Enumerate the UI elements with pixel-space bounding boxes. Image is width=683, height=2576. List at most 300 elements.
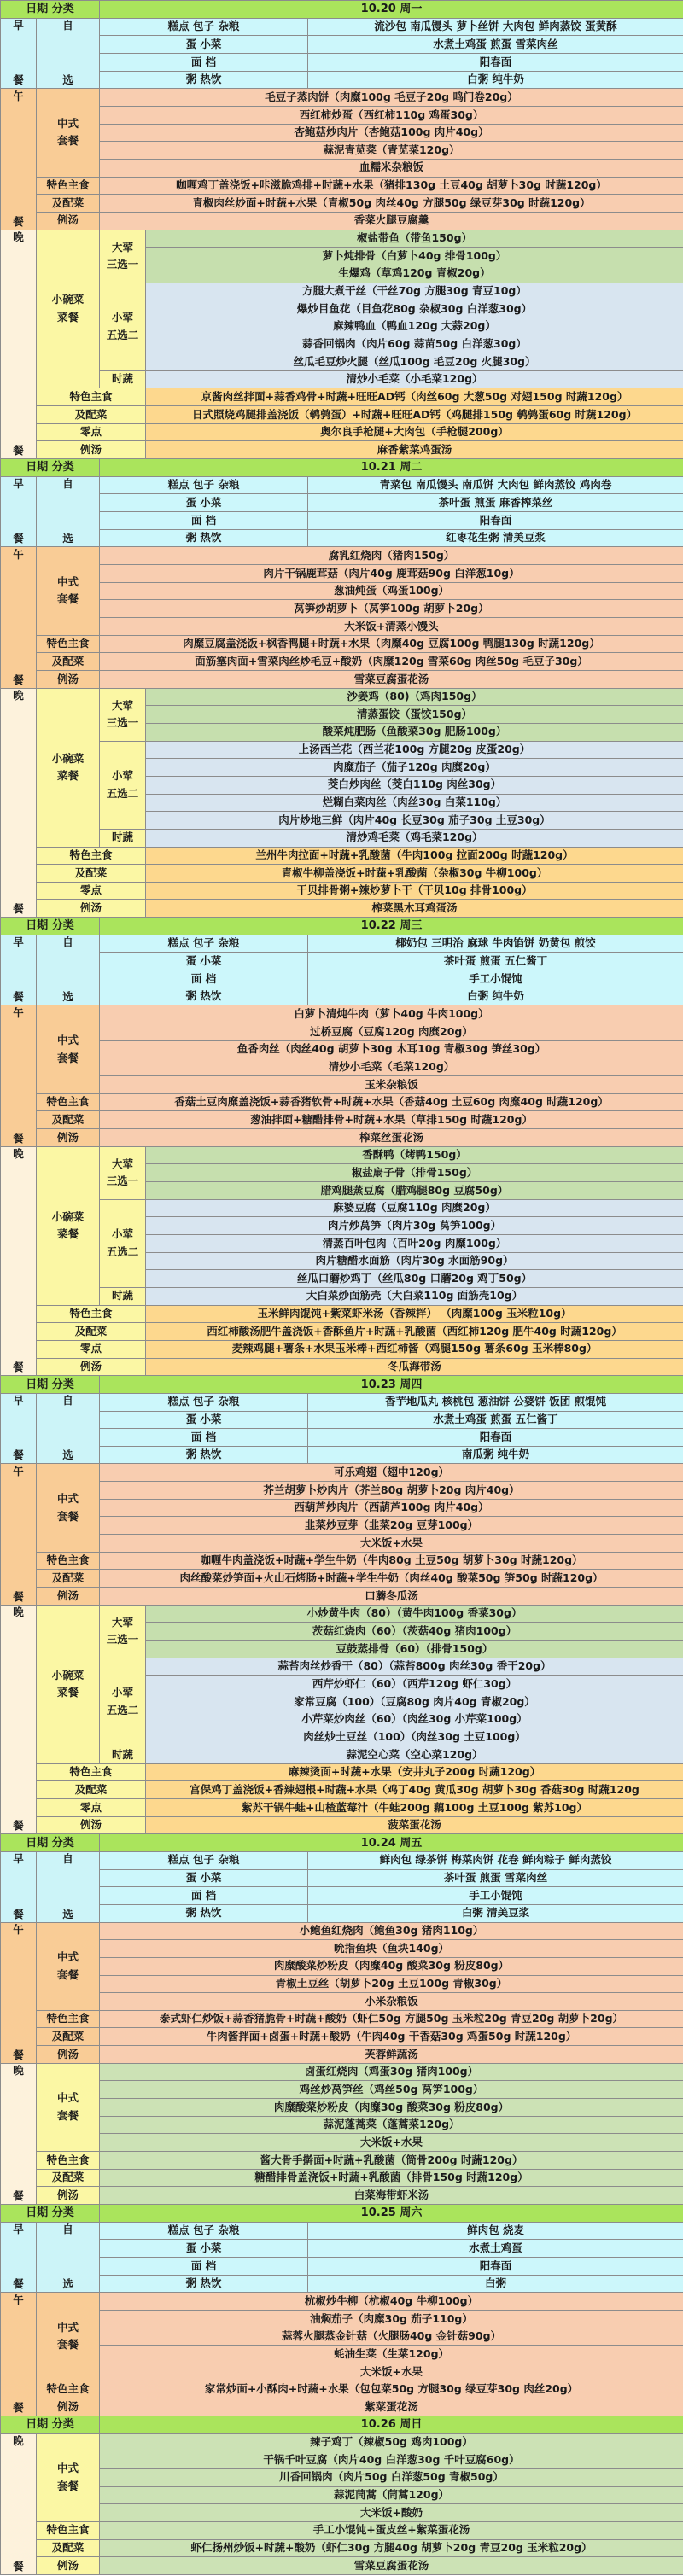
dinner-soup: 榨菜黑木耳鸡蛋汤 [146,900,683,918]
meal-label-breakfast-text [3,2224,34,2290]
small-meat-label-part: 五选二 [106,328,139,341]
breakfast-category: 蛋 小菜 [100,953,308,970]
breakfast-items: 流沙包 南瓜馒头 萝卜丝饼 大肉包 鲜肉蒸饺 蛋黄酥 [308,18,683,36]
lunch-special-row [1,2010,683,2028]
lunch-soup: 芙蓉鲜蔬汤 [100,2046,683,2064]
date-header-row [1,1376,683,1394]
breakfast-items: 青菜包 南瓜馒头 南瓜饼 大肉包 鲜肉蒸饺 鸡肉卷 [308,476,683,494]
special-label: 及配菜 [37,865,146,883]
meal-label-lunch-part: 午 [13,1922,24,1936]
breakfast-category: 面 档 [100,970,308,988]
dinner-set-row [1,2134,683,2152]
meal-label-breakfast-part: 早 [13,477,24,491]
lunch-row [1,617,683,635]
dinner-snack: 紫苏干锅牛蛙+山楂蓝莓汁（牛蛙200g 藕100g 土豆100g 紫苏10g） [146,1798,683,1816]
dinner-set-dish: 干锅千叶豆腐（肉片40g 白洋葱30g 千叶豆腐60g） [100,2451,683,2469]
meal-label-lunch [1,1922,37,2063]
dinner-soup: 麻香紫菜鸡蛋汤 [146,441,683,459]
dinner-small-dish: 茭白炒肉丝（茭白110g 肉丝30g） [146,776,683,794]
dinner-big-dish: 腊鸡腿蒸豆腐（腊鸡腿80g 豆腐50g） [146,1181,683,1199]
dinner-special-dish: 麻辣烫面+时蔬+水果（安井丸子200g 时蔬120g） [146,1763,683,1781]
small-meat-label-part: 五选二 [106,786,139,800]
self-serve-label-part: 选 [62,73,73,87]
dinner-special-row [1,847,683,865]
meal-label-breakfast-part: 早 [13,935,24,949]
meal-label-breakfast-part: 餐 [13,532,24,545]
meal-label-lunch-part: 餐 [13,214,24,228]
lunch-dish: 大米饭+清蒸小馒头 [100,617,683,635]
meal-label-breakfast-text [3,1396,34,1461]
veg-label: 时蔬 [100,370,146,388]
dinner-soup: 冬瓜海带汤 [146,1358,683,1376]
dinner-special-row [1,1763,683,1781]
lunch-row [1,2346,683,2363]
meal-label-dinner-part: 餐 [13,1819,24,1833]
breakfast-items: 手工小馄饨 [308,970,683,988]
small-bowl-label-text [38,294,97,323]
dinner-special-row [1,1781,683,1799]
meal-label-lunch-part: 餐 [13,1589,24,1603]
meal-label-dinner-part: 晚 [13,1606,24,1619]
meal-label-lunch-part: 午 [13,89,24,102]
date-title: 10.22 周三 [100,918,683,935]
self-serve-label-text [38,479,97,545]
meal-label-breakfast-text [3,937,34,1003]
breakfast-category: 蛋 小菜 [100,36,308,54]
big-meat-label-text [102,1617,143,1646]
dinner-big-dish: 生爆鸡（草鸡120g 青椒20g） [146,265,683,283]
dinner-big-dish: 清蒸蛋饺（蛋饺150g） [146,706,683,724]
dinner-small-row [1,283,683,300]
small-bowl-label-text [38,751,97,783]
lunch-dish: 肉糜酸菜炒粉皮（肉糜40g 酸菜30g 粉皮80g） [100,1957,683,1975]
self-serve-label [37,476,100,547]
lunch-row [1,2328,683,2346]
small-bowl-label-part: 小碗菜 [51,1668,85,1681]
breakfast-items: 茶叶蛋 煎蛋 麻香榨菜丝 [308,494,683,512]
special-label: 及配菜 [37,2169,100,2187]
dinner-big-dish: 香酥鸭（烤鸭150g） [146,1146,683,1164]
special-label: 特色主食 [37,635,100,653]
big-meat-label-part: 大荤 [111,1615,133,1629]
dinner-big-row [1,230,683,248]
breakfast-row [1,2258,683,2276]
small-bowl-label [37,688,100,847]
lunch-dish: 过桥豆腐（豆腐120g 肉糜20g） [100,1023,683,1041]
lunch-row [1,2310,683,2328]
header-label: 日期 分类 [1,1376,100,1394]
lunch-special-dish: 肉糜豆腐盖浇饭+枫香鸭腿+时蔬+水果（肉糜40g 豆腐100g 鸭腿130g 时蔬120g） [100,635,683,653]
meal-label-breakfast-part: 餐 [13,73,24,87]
set-meal-label [37,1005,100,1093]
set-meal-label-text [38,2463,97,2491]
lunch-special-row [1,2381,683,2398]
dinner-set-dish: 蒜泥茼蒿（茼蒿120g） [100,2486,683,2504]
lunch-dish: 韭菜炒豆芽（韭菜20g 豆芽100g） [100,1517,683,1535]
breakfast-category: 粥 热饮 [100,529,308,547]
breakfast-row [1,36,683,54]
breakfast-items: 水煮土鸡蛋 煎蛋 五仁酱丁 [308,1411,683,1429]
meal-label-lunch [1,547,37,688]
small-bowl-label-part: 菜餐 [56,769,79,783]
special-label: 及配菜 [37,1323,146,1341]
soup-label: 例汤 [37,1816,146,1834]
small-meat-label-part: 小荤 [111,1686,133,1699]
self-serve-label-part: 选 [62,1907,73,1920]
lunch-row [1,89,683,107]
meal-label-lunch [1,1464,37,1605]
breakfast-row [1,1411,683,1429]
special-label: 特色主食 [37,177,100,195]
snack-label: 零点 [37,882,146,900]
dinner-set-row [1,2504,683,2522]
dinner-special-row [1,1305,683,1323]
meal-label-dinner-part: 餐 [13,444,24,458]
dinner-special-row [1,2539,683,2557]
special-label: 特色主食 [37,1305,146,1323]
dinner-soup-row [1,1358,683,1376]
self-serve-label [37,1851,100,1922]
special-label: 特色主食 [37,388,146,406]
big-meat-label-text [102,698,143,730]
self-serve-label-part: 选 [62,532,73,545]
dinner-big-row [1,688,683,706]
meal-label-dinner-part: 晚 [13,2434,24,2447]
soup-label: 例汤 [37,1588,100,1606]
lunch-row [1,1464,683,1482]
meal-label-breakfast-part: 餐 [13,2277,24,2291]
dinner-set-row [1,2433,683,2451]
dinner-veg-dish: 蒜泥空心菜（空心菜120g） [146,1746,683,1763]
small-meat-label [100,283,146,370]
lunch-dish: 白萝卜清炖牛肉（萝卜40g 牛肉100g） [100,1005,683,1023]
meal-label-breakfast-text [3,20,34,86]
header-label: 日期 分类 [1,2205,100,2223]
soup-label: 例汤 [37,1358,146,1376]
meal-label-breakfast-part: 餐 [13,1907,24,1920]
breakfast-items: 手工小馄饨 [308,1887,683,1905]
breakfast-row [1,935,683,953]
special-label: 特色主食 [37,2010,100,2028]
meal-label-dinner [1,230,37,459]
self-serve-label-part: 自 [62,2223,73,2236]
lunch-soup-row [1,1588,683,1606]
lunch-soup: 香菜火腿豆腐羹 [100,212,683,230]
self-serve-label-part: 选 [62,2277,73,2291]
lunch-row [1,1535,683,1553]
breakfast-row [1,1887,683,1905]
dinner-soup-row [1,441,683,459]
special-label: 及配菜 [37,195,100,213]
lunch-row [1,2363,683,2381]
dinner-small-dish: 家常豆腐（100）（豆腐80g 肉片40g 青椒20g） [146,1693,683,1711]
breakfast-category: 糕点 包子 杂粮 [100,2222,308,2240]
dinner-set-row [1,2081,683,2099]
breakfast-row [1,476,683,494]
set-meal-label-part: 套餐 [56,592,79,606]
lunch-row [1,1993,683,2011]
lunch-special-row [1,1570,683,1588]
breakfast-category: 糕点 包子 杂粮 [100,1851,308,1869]
lunch-dish: 吮指鱼块（鱼块140g） [100,1940,683,1958]
set-meal-label-text [38,1494,97,1522]
dinner-special-dish: 手工小馄饨+蛋皮丝+紫菜蛋花汤 [100,2521,683,2539]
breakfast-category: 面 档 [100,512,308,530]
veg-label: 时蔬 [100,1287,146,1305]
small-bowl-label [37,1146,100,1305]
dinner-set-dish: 川香回锅肉（肉片50g 白洋葱50g 青椒50g） [100,2468,683,2486]
small-meat-label-text [102,1687,143,1716]
special-label: 特色主食 [37,2521,100,2539]
small-meat-label-part: 五选二 [106,1703,139,1716]
meal-label-lunch-part: 午 [13,1464,24,1477]
breakfast-category: 糕点 包子 杂粮 [100,18,308,36]
lunch-row [1,565,683,583]
breakfast-row [1,970,683,988]
dinner-set-row [1,2099,683,2117]
dinner-set-row [1,2063,683,2081]
snack-label: 零点 [37,423,146,441]
lunch-row [1,1482,683,1500]
big-meat-label [100,688,146,741]
dinner-set-row [1,2116,683,2134]
dinner-special-dish: 青椒牛柳盖浇饭+时蔬+乳酸菌（杂椒30g 牛柳100g） [146,865,683,883]
lunch-soup-row [1,212,683,230]
set-meal-label-part: 套餐 [56,1051,79,1064]
breakfast-category: 粥 热饮 [100,1446,308,1464]
dinner-special-dish: 虾仁扬州炒饭+时蔬+酸奶（虾仁30g 方腿40g 胡萝卜20g 青豆20g 玉米粒20g） [100,2539,683,2557]
soup-label: 例汤 [37,2187,100,2205]
breakfast-items: 南瓜粥 纯牛奶 [308,1446,683,1464]
set-meal-label [37,1464,100,1552]
small-meat-label-text [102,312,143,341]
dinner-special-dish: 玉米鲜肉馄饨+紫菜虾米汤（香辣拌） （肉糜100g 玉米粒10g） [146,1305,683,1323]
set-meal-label-part: 中式 [56,1034,79,1047]
breakfast-items: 阳春面 [308,53,683,71]
dinner-set-row [1,2486,683,2504]
meal-label-dinner-part: 餐 [13,1361,24,1374]
breakfast-category: 面 档 [100,1429,308,1447]
lunch-special-dish: 香菇土豆肉糜盖浇饭+蒜香猪软骨+时蔬+水果（香菇40g 土豆60g 肉糜40g 时蔬120g） [100,1093,683,1111]
breakfast-items: 红枣花生粥 清美豆浆 [308,529,683,547]
set-meal-label [37,89,100,177]
breakfast-category: 糕点 包子 杂粮 [100,476,308,494]
lunch-dish: 可乐鸡翅（翅中120g） [100,1464,683,1482]
breakfast-category: 蛋 小菜 [100,2240,308,2258]
set-meal-label-text [38,116,97,148]
set-meal-label [37,547,100,635]
self-serve-label-part: 选 [62,990,73,1004]
big-meat-label [100,1146,146,1199]
self-serve-label-text [38,20,97,86]
date-header-row [1,1,683,19]
self-serve-label-part: 自 [62,19,73,32]
dinner-special-row [1,1323,683,1341]
dinner-small-dish: 丝瓜毛豆炒火腿（丝瓜100g 毛豆20g 火腿30g） [146,353,683,371]
breakfast-row [1,529,683,547]
meal-label-lunch [1,2293,37,2416]
small-meat-label-part: 五选二 [106,1244,139,1258]
set-meal-label-part: 中式 [56,1492,79,1506]
lunch-special-dish: 泰式虾仁炒饭+蒜香猪脆骨+时蔬+酸奶（虾仁50g 方腿50g 玉米粒20g 青豆20g 胡萝卜20g） [100,2010,683,2028]
dinner-small-dish: 清蒸百叶包肉（百叶20g 肉糜100g） [146,1234,683,1252]
breakfast-items: 水煮土鸡蛋 [308,2240,683,2258]
dinner-snack: 干贝排骨粥+辣炒萝卜干（干贝10g 排骨100g） [146,882,683,900]
dinner-set-dish: 大米饭+水果 [100,2134,683,2152]
lunch-row [1,1040,683,1058]
dinner-big-dish: 豆鼓蒸排骨（60）（排骨150g） [146,1641,683,1658]
meal-label-dinner-text [3,232,34,457]
lunch-special-row [1,1093,683,1111]
breakfast-category: 粥 热饮 [100,2275,308,2293]
breakfast-items: 白粥 纯牛奶 [308,71,683,89]
small-bowl-label-text [38,1670,97,1699]
dinner-special-row [1,2521,683,2539]
lunch-dish: 葱油炖蛋（鸡蛋100g） [100,582,683,600]
dinner-small-row [1,1199,683,1217]
lunch-dish: 大米饭+水果 [100,2363,683,2381]
dinner-snack-row [1,1798,683,1816]
lunch-soup: 口蘑冬瓜汤 [100,1588,683,1606]
dinner-big-row [1,1605,683,1623]
breakfast-items: 鲜肉包 绿茶饼 梅菜肉饼 花卷 鲜肉粽子 鲜肉蒸饺 [308,1851,683,1869]
meal-label-breakfast [1,476,37,547]
soup-label: 例汤 [37,2557,100,2575]
dinner-set-dish: 大米饭+酸奶 [100,2504,683,2522]
meal-label-dinner-part: 晚 [13,689,24,702]
veg-label: 时蔬 [100,829,146,847]
set-meal-label-part: 套餐 [56,2479,79,2492]
meal-label-dinner [1,688,37,918]
meal-label-breakfast-text [3,479,34,545]
dinner-set-dish: 卤蛋红烧肉（鸡蛋30g 猪肉100g） [100,2063,683,2081]
dinner-special-dish: 京酱肉丝拌面+蒜香鸡骨+时蔬+旺旺AD钙（肉丝60g 大葱50g 对翅150g 时蔬120g） [146,388,683,406]
breakfast-category: 蛋 小菜 [100,494,308,512]
dinner-soup-row [1,2557,683,2575]
dinner-veg-row [1,1746,683,1763]
meal-label-dinner-text [3,1149,34,1373]
breakfast-items: 香芋地瓜丸 核桃包 葱油饼 公婆饼 饭团 煎馄饨 [308,1393,683,1411]
date-header-row [1,918,683,935]
small-meat-label-part: 小荤 [111,1227,133,1241]
set-meal-label-text [38,2322,97,2351]
dinner-soup-row [1,900,683,918]
date-header-row [1,2416,683,2433]
set-meal-label-part: 套餐 [56,1509,79,1523]
lunch-dish: 青椒土豆丝（胡萝卜20g 土豆100g 青椒30g） [100,1975,683,1993]
special-label: 及配菜 [37,2028,100,2046]
self-serve-label-text [38,1854,97,1920]
breakfast-items: 阳春面 [308,512,683,530]
meal-label-lunch [1,89,37,230]
meal-label-breakfast-part: 餐 [13,990,24,1004]
dinner-soup-row [1,1816,683,1834]
soup-label: 例汤 [37,441,146,459]
special-label: 特色主食 [37,1552,100,1570]
lunch-soup-row [1,2398,683,2416]
lunch-special-dish: 肉丝酸菜炒笋面+火山石烤肠+时蔬+学生牛奶（肉丝40g 酸菜50g 笋50g 时蔬120g） [100,1570,683,1588]
breakfast-category: 粥 热饮 [100,71,308,89]
header-label: 日期 分类 [1,1,100,19]
meal-label-lunch-part: 餐 [13,2400,24,2414]
small-bowl-label-text [38,1209,97,1241]
lunch-row [1,1499,683,1517]
lunch-special-row [1,195,683,213]
meal-label-lunch-text [3,1005,34,1145]
lunch-special-row [1,653,683,671]
breakfast-row [1,1904,683,1922]
meal-label-dinner-part: 餐 [13,2189,24,2203]
lunch-row [1,159,683,177]
breakfast-row [1,2275,683,2293]
meal-label-lunch-text [3,91,34,227]
soup-label: 例汤 [37,1129,100,1147]
meal-label-lunch-part: 餐 [13,1131,24,1145]
meal-label-lunch-part: 餐 [13,2048,24,2061]
breakfast-items: 茶叶蛋 煎蛋 雪菜肉丝 [308,1869,683,1887]
dinner-small-row [1,741,683,759]
lunch-dish: 蚝油生菜（生菜120g） [100,2346,683,2363]
dinner-set-dish: 肉糜酸菜炒粉皮（肉糜30g 酸菜30g 粉皮80g） [100,2099,683,2117]
special-label: 特色主食 [37,847,146,865]
set-meal-label-part: 中式 [56,2091,79,2105]
set-meal-label-part: 中式 [56,116,79,130]
special-label: 特色主食 [37,1093,100,1111]
special-label: 及配菜 [37,653,100,671]
small-meat-label-part: 小荤 [111,769,133,783]
set-meal-label-part: 套餐 [56,1967,79,1981]
dinner-small-dish: 方腿大煮干丝（干丝70g 方腿30g 青豆10g） [146,283,683,300]
lunch-row [1,142,683,160]
breakfast-items: 椰奶包 三明治 麻球 牛肉馅饼 奶黄包 煎饺 [308,935,683,953]
breakfast-category: 面 档 [100,2258,308,2276]
dinner-soup: 菠菜蛋花汤 [146,1816,683,1834]
lunch-dish: 蒜蓉火腿蒸金针菇（火腿肠40g 金针菇90g） [100,2328,683,2346]
small-bowl-label-part: 小碗菜 [51,1209,85,1223]
breakfast-items: 茶叶蛋 煎蛋 五仁酱丁 [308,953,683,970]
small-meat-label [100,741,146,829]
breakfast-row [1,512,683,530]
special-label: 特色主食 [37,2152,100,2170]
lunch-row [1,2293,683,2311]
dinner-big-dish: 茨菇红烧肉（60）（茨菇40g 猪肉100g） [146,1623,683,1641]
meal-label-breakfast [1,1851,37,1922]
lunch-dish: 芥兰胡萝卜炒肉片（芥兰80g 胡萝卜20g 肉片40g） [100,1482,683,1500]
meal-label-dinner-part: 晚 [13,2064,24,2078]
self-serve-label-part: 自 [62,935,73,949]
dinner-small-dish: 西芹炒虾仁（60）（西芹120g 虾仁30g） [146,1676,683,1693]
set-meal-label-text [38,1952,97,1980]
small-bowl-label-part: 菜餐 [56,310,79,323]
meal-label-lunch-text [3,1466,34,1602]
lunch-row [1,600,683,618]
dinner-set-dish: 辣子鸡丁（辣椒50g 鸡肉100g） [100,2433,683,2451]
set-meal-label [37,1922,100,2010]
dinner-set-dish: 蒜泥蓬蒿菜（蓬蒿菜120g） [100,2116,683,2134]
dinner-veg-dish: 大白菜炒面筋壳（大白菜110g 面筋壳10g） [146,1287,683,1305]
breakfast-row [1,988,683,1005]
small-bowl-label-part: 菜餐 [56,1686,79,1699]
special-label: 及配菜 [37,1111,100,1129]
self-serve-label-part: 自 [62,1852,73,1866]
lunch-row [1,1023,683,1041]
small-bowl-label-part: 小碗菜 [51,293,85,306]
dinner-small-dish: 肉片糖醋水面筋（肉片30g 水面筋90g） [146,1252,683,1270]
meal-label-dinner-part: 晚 [13,230,24,243]
small-bowl-label-part: 小碗菜 [51,751,85,765]
special-label: 及配菜 [37,1781,146,1799]
dinner-snack-row [1,423,683,441]
